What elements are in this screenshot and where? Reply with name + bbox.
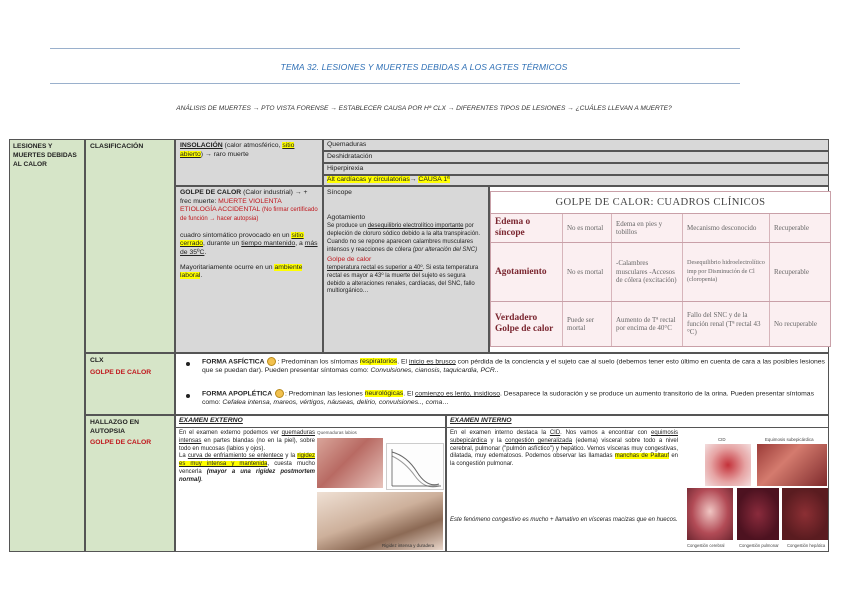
- examen-externo-head: EXAMEN EXTERNO: [176, 416, 445, 428]
- golpe-calor-title: Golpe de calor: [327, 256, 372, 264]
- photo-caption: Congestión pulmonar: [739, 543, 779, 548]
- photo-caption: Rigidez intensa y duradera: [382, 543, 435, 548]
- page-subtitle: ANÁLISIS DE MUERTES → PTO VISTA FORENSE → ESTABLECER CAUSA POR Hª CLX → DIFERENTES TIPOS DE LESIONES → ¿CUÁLES LLEVAN A MUERTE?: [176, 105, 672, 112]
- hallazgo-label-cell: [85, 415, 175, 552]
- photo-caption: Quemaduras labios: [317, 430, 357, 435]
- clinical-table-title: GOLPE DE CALOR: CUADROS CLÍNICOS: [491, 192, 830, 214]
- cid-photo: [705, 444, 751, 486]
- photo-caption: Congestión cerebral: [687, 543, 725, 548]
- hallazgo-label: HALLAZGO EN AUTOPSIA: [90, 419, 140, 435]
- lips-burn-photo: [317, 438, 383, 488]
- examen-externo-cell: [175, 415, 446, 552]
- sincope-label: Síncope: [327, 189, 352, 196]
- examen-interno-head: EXAMEN INTERNO: [447, 416, 828, 428]
- clinical-row: Verdadero Golpe de calor Puede ser mortal Aumento de Tª rectal por encima de 40°C Fallo del SNC y de la función renal (Tª rectal 43 °C) No recuperable: [491, 302, 830, 346]
- golpe-text: GOLPE DE CALOR (Calor industrial) → + frec muerte: MUERTE VIOLENTA ETIOLOGÍA ACCIDENTAL (No firmar certificado de función → hacer autopsia): [180, 189, 318, 222]
- hepatica-photo: [782, 488, 828, 540]
- photo-caption: Equimosis subepicárdica: [765, 437, 814, 442]
- clinical-row: Edema o síncope No es mortal Edema en pies y tobillos Mecanismo desconocido Recuperable: [491, 214, 830, 243]
- agotamiento-title: Agotamiento: [327, 213, 366, 221]
- cerebral-photo: [687, 488, 733, 540]
- examen-interno-cell: [446, 415, 829, 552]
- pulmonar-photo: [737, 488, 779, 540]
- row-label-cell: [9, 139, 85, 552]
- type-row-hiperpirexia: Hiperpirexia: [323, 163, 829, 175]
- bullet-icon: [186, 394, 190, 398]
- hallazgo-sublabel: GOLPE DE CALOR: [90, 439, 152, 447]
- type-row-quemaduras: Quemaduras: [323, 139, 829, 151]
- subtypes-cell: [323, 186, 489, 353]
- clx-label: CLX: [90, 357, 104, 364]
- golpe-desc: cuadro sintomático provocado en un sitio cerrado, durante un tiempo mantenido, a más de 35ºC.: [180, 231, 318, 256]
- worried-face-icon: [267, 357, 276, 366]
- clasificacion-label: CLASIFICACIÓN: [90, 143, 144, 150]
- cooling-curve-chart: [386, 443, 444, 490]
- dizzy-face-icon: [275, 389, 284, 398]
- forma-asfictica: FORMA ASFÍCTICA : Predominan los síntomas respiratorios. El inicio es brusco con pérdida de la conciencia y el sujeto cae al suelo (debemos tener esto último en cuenta de cara a las posibles lesiones que se puedan dar). Pueden presentar síntomas como: Convulsiones, cianosis, taquicardia, PCR..: [202, 358, 825, 374]
- photo-caption: Congestión hepática: [787, 543, 826, 548]
- forma-apopletica: FORMA APOPLÉTICA : Predominan las lesiones neurológicas. El comienzo es lento, insidioso. Desaparece la sudoración y se produce un aumento transitorio de la orina. Pueden presentar síntomas como: Cefalea intensa, mareos, vértigos, náuseas, delirio, convulsiones.., coma…: [202, 390, 814, 406]
- clx-sublabel: GOLPE DE CALOR: [90, 368, 152, 376]
- insolacion-text: INSOLACIÓN (calor atmosférico, sitio abierto) → raro muerte: [180, 142, 295, 158]
- clinical-row: Agotamiento No es mortal -Calambres musculares -Accesos de cólera (excitación) Desequilibrio hidroelectrolítico imp por Disminución de Cl (cloropenia) Recuperable: [491, 243, 830, 302]
- examen-interno-text: En el examen interno destaca la CID. Nos vamos a encontrar con equimosis subepicárdica y la congestión generalizada (edema) visceral sobre todo a nivel cerebral, pulmonar ("pulmón asfíctico") y hepático. Vemos vísceras muy congestivas, dilatada, muy edematosos. Podemos observar las llamadas manchas de Paltauf en la congestión pulmonar.: [450, 430, 679, 468]
- type-row-alteraciones: Alt cardíacas y circulatorias→ CAUSA 1ª: [323, 175, 829, 186]
- row-label: LESIONES Y MUERTES DEBIDAS AL CALOR: [13, 143, 77, 168]
- agotamiento-text: Se produce un desequilibrio electrolítico importante por depleción de cloruro sódico debido a la alta transpiración. Cuando no se repone aparecen calambres musculares intensos y reacciones de cólera (por alteración del SNC): [327, 223, 481, 253]
- photo-caption: CID: [718, 437, 726, 442]
- bottom-divider: [50, 83, 740, 84]
- equimosis-photo: [757, 444, 827, 486]
- rigidity-photo: [317, 492, 443, 550]
- cooling-curve-icon: [387, 444, 443, 489]
- top-divider: [50, 48, 740, 49]
- golpe-cell: [175, 186, 323, 353]
- examen-externo-text: En el examen externo podemos ver quemaduras intensas en partes blandas (no en la piel), sobre todo en mucosas (labios y ojos). La curva de enfriamiento se enlentece y la rigidez es muy intensa y mantenida, cuesta mucho vencerla (mayor a una rigidez postmortem normal).: [179, 430, 316, 483]
- type-row-deshidratacion: Deshidratación: [323, 151, 829, 163]
- bullet-icon: [186, 362, 190, 366]
- golpe-calor-text: temperatura rectal es superior a 40º. Si esta temperatura rectal es mayor a 43º la muerte del sujeto es segura debido a alteraciones renales, cardíacas, del SNC, fallo multiorgánico…: [327, 264, 479, 295]
- page-title: TEMA 32. LESIONES Y MUERTES DEBIDAS A LOS AGTES TÉRMICOS: [280, 62, 568, 72]
- examen-interno-note: Este fenómeno congestivo es mucho + llamativo en vísceras macizas que en huecos.: [450, 517, 678, 523]
- clinical-table: [490, 191, 831, 347]
- golpe-laboral: Mayoritariamente ocurre en un ambiente laboral.: [180, 263, 303, 280]
- insolacion-cell: [175, 139, 323, 186]
- clasificacion-label-cell: [85, 139, 175, 353]
- clx-content-cell: [175, 353, 829, 415]
- clx-label-cell: [85, 353, 175, 415]
